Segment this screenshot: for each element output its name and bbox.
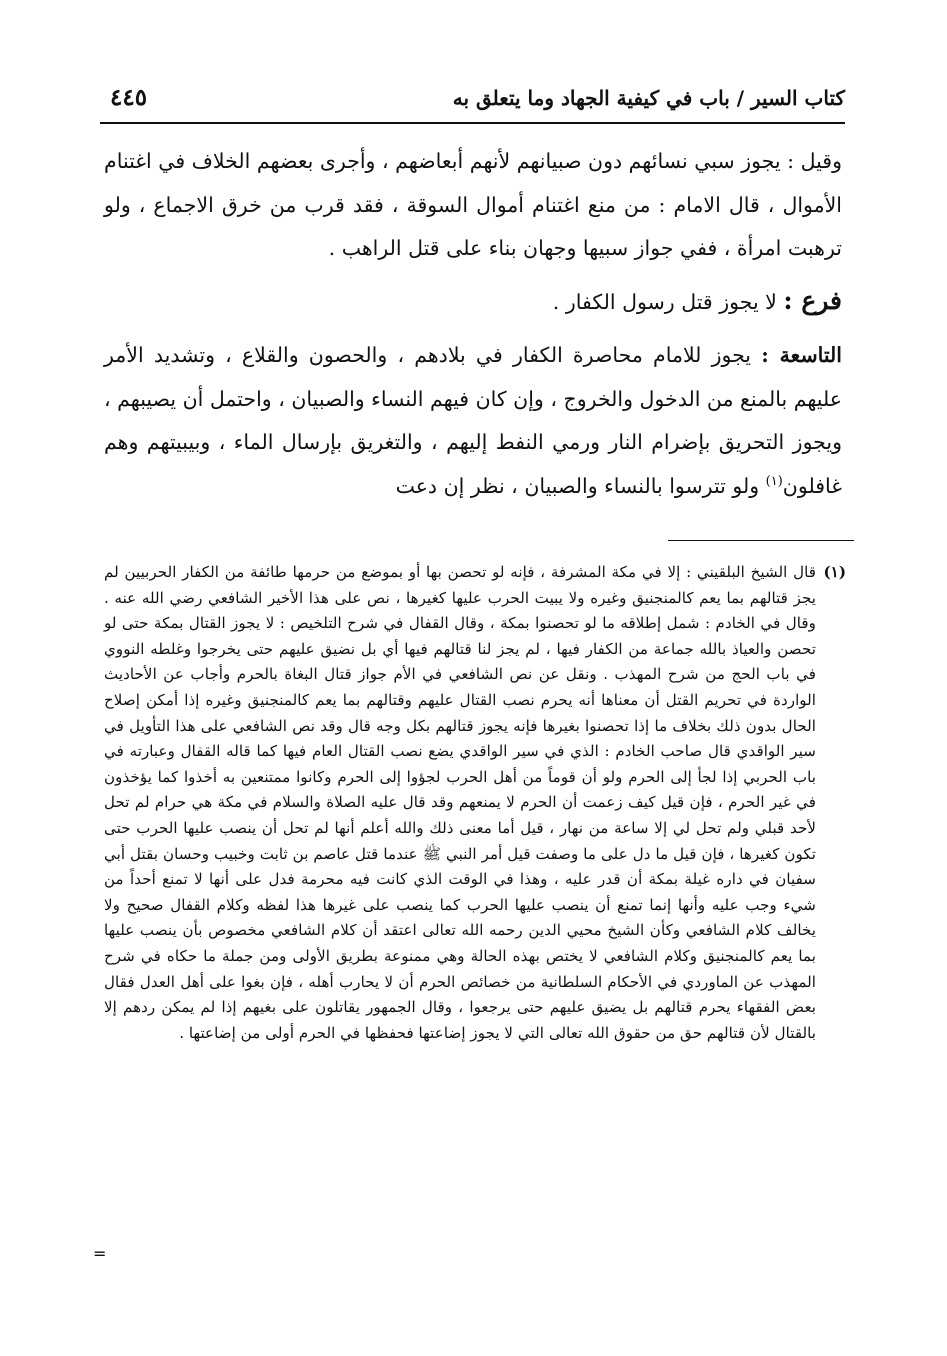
paragraph-captives: وقيل : يجوز سبي نسائهم دون صبيانهم لأنهم أبعاضهم ، وأجرى بعضهم الخلاف في اغتنام الأموال ، قال الامام : من منع اغتنام أموال السوقة ، فقد قرب من خرق الاجماع ، ولو ترهبت امرأة ، ففي جواز سبيها وجهان بناء على قتل الراهب . [104,149,842,260]
ninth-lead-word: التاسعة : [761,343,842,367]
main-text [104,140,842,508]
page-header [100,80,845,122]
running-head: كتاب السير / باب في كيفية الجهاد وما يتعلق به [452,86,845,110]
branch-paragraph [104,279,842,325]
footnotes [104,560,846,1046]
footnote-reference: (١) [765,473,783,489]
margin-mark: = [93,1244,107,1263]
page-number: ٤٤٥ [110,84,148,111]
footnote-rule [668,540,854,541]
ninth-text-part2: ولو تترسوا بالنساء والصبيان ، نظر إن دعت [395,473,760,498]
branch-label: فرع : [783,285,842,315]
branch-text: لا يجوز قتل رسول الكفار . [552,289,777,314]
ninth-text-part1: يجوز للامام محاصرة الكفار في بلادهم ، والحصون والقلاع ، وتشديد الأمر عليهم بالمنع من الدخول والخروج ، وإن كان فيهم النساء والصبيان ، واحتمل أن يصيبهم ، ويجوز التحريق بإضرام النار ورمي النفط إليهم ، والتغريق بإرسال الماء ، وبيبيتهم وهم غافلون [104,343,842,498]
paragraph-ninth [104,334,842,508]
header-rule [100,122,845,124]
footnote-item [104,560,846,1046]
footnote-number: (١) [823,563,846,581]
footnote-text: قال الشيخ البلقيني : إلا في مكة المشرفة ، فإنه لو تحصن بها أو بموضع من حرمها طائفة من الكفار الحربيين لم يجز قتالهم بما يعم كالمنجنيق وغيره ولا يبيت الحرب عليها كغيرها ، نص على هذا الأخير الشافعي رضي الله عنه . وقال في الخادم : شمل إطلاقه ما لو تحصنوا بمكة ، وقال القفال في شرح التلخيص : لا يجوز القتال بمكة حتى لو تحصن والعياذ بالله جماعة من الكفار فيها ، لم يجز لنا قتالهم فيها أي بل نضيق عليهم حتى يخرجوا وغلطه النووي في باب الحج من شرح المهذب . ونقل عن نص الشافعي في الأم جواز قتال البغاة بالحرم وأجاب عن الأحاديث الواردة في تحريم القتل أن معناها أنه يحرم نصب القتال عليهم وقتالهم بما يعم كالمنجنيق وغيره إذا أمكن إصلاح الحال بدون ذلك بخلاف ما إذا تحصنوا بغيرها فإنه يجوز قتالهم بكل وجه قال وقد نص الشافعي على هذا التأويل في سير الواقدي قال صاحب الخادم : الذي في سير الواقدي يضع نصب القتال العام فيها كما قاله القفال وعبارته في باب الحربي إذا لجأ إلى الحرم ولو أن قوماً من أهل الحرب لجؤوا إلى الحرم وكانوا ممتنعين به أخذوا كما يؤخذون في غير الحرم ، فإن قيل كيف زعمت أن الحرم لا يمنعهم وقد قال عليه الصلاة والسلام في مكة هي حرام لم تحل لأحد قبلي ولم تحل لي إلا ساعة من نهار ، قيل أما معنى ذلك والله أعلم أنها لم تحل أن ينصب عليها الحرب حتى تكون كغيرها ، فإن قيل ما دل على ما وصفت قيل أمر النبي ﷺ عندما قتل عاصم بن ثابت وخبيب وحسان بقتل أبي سفيان في داره غيلة بمكة أن قدر عليه ، وهذا في الوقت الذي كانت فيه محرمة فدل على أنها لا تمنع أحداً من شيء وجب عليه وأنها إنما تمنع أن ينصب عليها الحرب كما ينصب على غيرها هذا لفظه وكلام القفال صحيح ولا يخالف كلام الشافعي وكأن الشيخ محيي الدين رحمه الله تعالى اعتقد أن كلام الشافعي مخصوص بأن ينصب عليها بما يعم كالمنجنيق وكلام الشافعي لا يختص بهذه الحالة وهي ممنوعة بطريق الأولى ومن جملة ما حكاه في شرح المهذب عن الماوردي في الأحكام السلطانية من خصائص الحرم أن لا يحارب أهله ، فإن بغوا على أهل العدل فقال بعض الفقهاء يحرم قتالهم بل يضيق عليهم حتى يرجعوا ، وقال الجمهور يقاتلون على بغيهم إذا لم يمكن ردهم إلا بالقتال لأن قتالهم حق من حقوق الله تعالى التي لا يجوز إضاعتها فحفظها في الحرم أولى من إضاعتها . [104,563,817,1042]
